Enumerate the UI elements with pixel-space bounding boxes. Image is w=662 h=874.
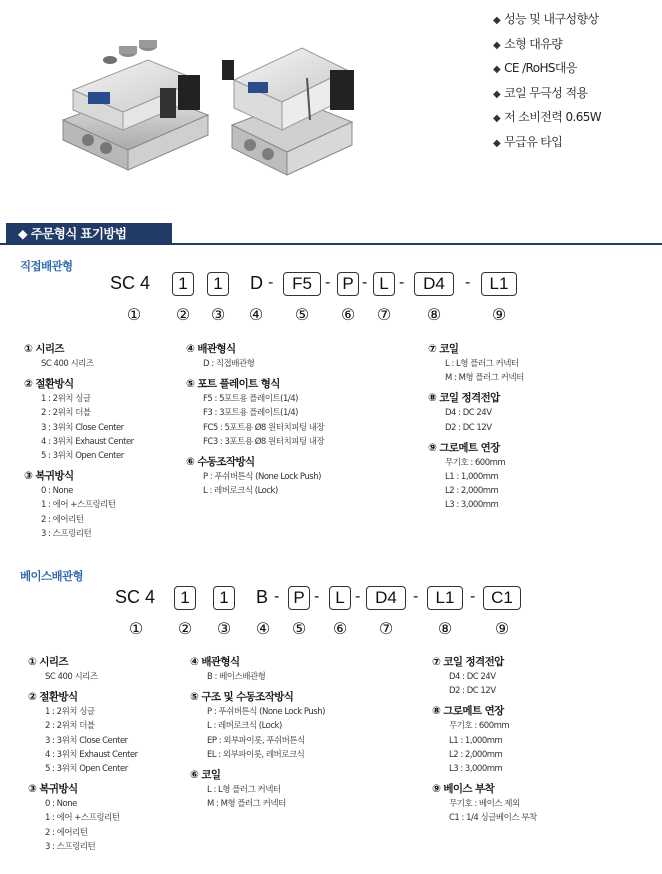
spec-group xyxy=(28,690,138,776)
code-dash: - xyxy=(413,588,419,605)
spec-item: P : 푸쉬버튼식 (None Lock Push) xyxy=(207,707,325,718)
spec-item: 3 : 3위치 Close Center xyxy=(45,735,128,746)
spec-item: D4 : DC 24V xyxy=(445,408,492,419)
spec-item: SC 400 시리즈 xyxy=(45,672,98,682)
section-header-bar xyxy=(0,223,662,245)
direct-number-marker: ⑨ xyxy=(491,305,507,324)
spec-group xyxy=(24,342,134,371)
spec-item: D2 : DC 12V xyxy=(445,422,492,433)
spec-item: D2 : DC 12V xyxy=(449,686,496,697)
base-code-box: 1 xyxy=(213,586,235,610)
spec-group xyxy=(428,441,524,513)
base-column-1 xyxy=(28,655,138,860)
spec-group xyxy=(432,782,537,825)
spec-item: 3 : 3위치 Close Center xyxy=(41,422,124,433)
spec-item: 2 : 에어리턴 xyxy=(45,827,88,838)
spec-item: L3 : 3,000mm xyxy=(445,500,499,511)
base-number-marker: ⑤ xyxy=(291,619,307,638)
spec-item: L : L형 플러그 커넥터 xyxy=(445,359,519,369)
direct-code-box: D4 xyxy=(414,272,454,296)
spec-item: SC 400 시리즈 xyxy=(41,359,94,369)
direct-number-marker: ④ xyxy=(248,305,264,324)
direct-code-letter: D xyxy=(250,273,263,293)
spec-item: 3 : 스프링리턴 xyxy=(45,841,96,852)
spec-heading: ④ 배관형식 xyxy=(186,343,236,355)
spec-item: 0 : None xyxy=(41,486,73,497)
direct-column-1 xyxy=(24,342,134,547)
diamond-bullet-icon: ◆ xyxy=(493,88,501,100)
feature-item: ◆ 소형 대유량 xyxy=(493,36,563,51)
spec-item: 2 : 2위치 더블 xyxy=(45,721,95,732)
spec-group xyxy=(28,655,138,684)
spec-item: 2 : 2위치 더블 xyxy=(41,408,91,419)
spec-item: FC5 : 5포트용 Ø8 원터치피팅 내장 xyxy=(203,422,325,433)
diamond-bullet-icon: ◆ xyxy=(493,113,501,124)
diamond-bullet-icon: ◆ xyxy=(493,39,501,51)
spec-heading: ⑤ 구조 및 수동조작방식 xyxy=(190,691,294,704)
direct-column-2 xyxy=(186,342,324,504)
direct-number-marker: ⑥ xyxy=(340,305,356,324)
spec-item: EP : 외부파이롯, 푸쉬버튼식 xyxy=(207,735,305,746)
base-number-marker: ⑧ xyxy=(437,619,453,638)
base-number-marker: ③ xyxy=(216,619,232,638)
direct-column-3 xyxy=(428,342,524,519)
spec-item: L3 : 3,000mm xyxy=(449,764,503,775)
spec-item: M : M형 플러그 커넥터 xyxy=(445,373,524,384)
section-header-title: ◆ 주문형식 표기방법 xyxy=(6,223,172,245)
spec-group xyxy=(24,469,134,541)
base-number-marker: ⑥ xyxy=(332,619,348,638)
spec-group xyxy=(186,342,324,371)
spec-heading: ③ 복귀방식 xyxy=(28,783,78,796)
diamond-bullet-icon: ◆ xyxy=(493,137,501,149)
spec-item: C1 : 1/4 싱글베이스 부착 xyxy=(449,813,537,824)
direct-code-prefix: SC 4 xyxy=(110,273,151,293)
spec-item: P : 푸쉬버튼식 (None Lock Push) xyxy=(203,472,321,483)
spec-item: 1 : 2위치 싱글 xyxy=(41,394,91,405)
spec-group xyxy=(428,391,524,434)
spec-heading: ② 절환방식 xyxy=(28,691,78,704)
base-code-box: L1 xyxy=(427,586,463,610)
spec-group xyxy=(190,655,325,684)
spec-item: 2 : 에어리턴 xyxy=(41,514,84,525)
spec-heading: ⑥ 수동조작방식 xyxy=(186,456,255,469)
base-number-marker: ④ xyxy=(255,619,271,638)
spec-heading: ① 시리즈 xyxy=(28,656,68,668)
spec-heading: ② 절환방식 xyxy=(24,378,74,391)
direct-number-marker: ③ xyxy=(210,305,226,324)
spec-heading: ⑨ 베이스 부착 xyxy=(432,783,495,796)
code-dash: - xyxy=(274,588,280,605)
spec-heading: ① 시리즈 xyxy=(24,343,64,355)
spec-heading: ④ 배관형식 xyxy=(190,656,240,668)
spec-item: 무기호 : 600mm xyxy=(445,457,506,468)
spec-item: L1 : 1,000mm xyxy=(445,472,499,483)
spec-group xyxy=(186,377,324,449)
spec-item: FC3 : 3포트용 Ø8 원터치피팅 내장 xyxy=(203,436,325,447)
feature-item: ◆ 성능 및 내구성향상 xyxy=(493,12,599,26)
spec-heading: ⑤ 포트 플레이트 형식 xyxy=(186,378,280,391)
code-dash: - xyxy=(399,274,405,291)
spec-heading: ⑧ 코일 정격전압 xyxy=(428,392,500,405)
base-code-box: D4 xyxy=(366,586,406,610)
spec-item: 1 : 에어 +스프링리턴 xyxy=(45,813,120,824)
direct-number-marker: ⑦ xyxy=(376,305,392,324)
base-number-marker: ① xyxy=(128,619,144,638)
code-dash: - xyxy=(465,274,471,291)
feature-list xyxy=(493,8,658,155)
spec-group xyxy=(428,342,524,385)
spec-item: L : 레버로크식 (Lock) xyxy=(207,721,282,732)
direct-number-marker: ① xyxy=(126,305,142,324)
direct-code-box: P xyxy=(337,272,359,296)
base-code-letter: B xyxy=(256,587,269,607)
direct-code-box: 1 xyxy=(172,272,194,296)
spec-group xyxy=(190,690,325,762)
spec-item: 1 : 에어 +스프링리턴 xyxy=(41,500,116,511)
code-dash: - xyxy=(325,274,331,291)
base-code-box: P xyxy=(288,586,310,610)
spec-item: 4 : 3위치 Exhaust Center xyxy=(45,749,138,760)
spec-group xyxy=(432,655,537,698)
spec-item: 5 : 3위치 Open Center xyxy=(41,451,124,462)
base-section-title: 베이스배관형 xyxy=(20,569,84,583)
diamond-bullet-icon: ◆ xyxy=(493,15,501,26)
spec-item: 3 : 스프링리턴 xyxy=(41,528,92,539)
spec-heading: ⑦ 코일 xyxy=(428,343,459,355)
code-dash: - xyxy=(470,588,476,605)
diamond-bullet-icon: ◆ xyxy=(493,64,501,75)
spec-item: 0 : None xyxy=(45,799,77,810)
direct-number-marker: ② xyxy=(175,305,191,324)
product-photo-valve xyxy=(212,30,372,180)
spec-item: L : L형 플러그 커넥터 xyxy=(207,785,281,796)
spec-item: D : 직접배관형 xyxy=(203,359,255,369)
spec-heading: ⑨ 그로메트 연장 xyxy=(428,441,500,454)
direct-section-title: 직접배관형 xyxy=(20,259,73,273)
direct-number-marker: ⑤ xyxy=(294,305,310,324)
spec-item: 무기호 : 600mm xyxy=(449,721,510,732)
spec-heading: ⑥ 코일 xyxy=(190,769,221,782)
base-column-3 xyxy=(432,655,537,832)
spec-item: 4 : 3위치 Exhaust Center xyxy=(41,436,134,447)
feature-item: ◆ 저 소비전력 0.65W xyxy=(493,110,602,124)
spec-item: F3 : 3포트용 플레이트(1/4) xyxy=(203,408,298,419)
spec-item: L1 : 1,000mm xyxy=(449,735,503,746)
spec-item: M : M형 플러그 커넥터 xyxy=(207,799,286,810)
spec-group xyxy=(28,782,138,854)
spec-heading: ⑧ 그로메트 연장 xyxy=(432,705,504,718)
base-code-prefix: SC 4 xyxy=(115,587,156,607)
direct-code-box: L1 xyxy=(481,272,517,296)
spec-item: D4 : DC 24V xyxy=(449,672,496,682)
spec-item: EL : 외부파이롯, 레버로크식 xyxy=(207,749,305,760)
spec-group xyxy=(190,768,325,811)
spec-item: L2 : 2,000mm xyxy=(449,749,503,760)
spec-heading: ⑦ 코일 정격전압 xyxy=(432,656,504,668)
spec-group xyxy=(24,377,134,463)
direct-code-box: 1 xyxy=(207,272,229,296)
code-dash: - xyxy=(314,588,320,605)
base-column-2 xyxy=(190,655,325,817)
spec-heading: ③ 복귀방식 xyxy=(24,470,74,483)
base-code-box: C1 xyxy=(483,586,521,610)
product-photo-manifold xyxy=(48,30,218,180)
feature-item: ◆ CE /RoHS대응 xyxy=(493,61,577,75)
base-number-marker: ⑦ xyxy=(378,619,394,638)
code-dash: - xyxy=(355,588,361,605)
spec-item: F5 : 5포트용 플레이트(1/4) xyxy=(203,394,298,405)
spec-group xyxy=(432,704,537,776)
base-number-marker: ⑨ xyxy=(494,619,510,638)
direct-code-box: L xyxy=(373,272,395,296)
spec-item: 무기호 : 베이스 제외 xyxy=(449,799,520,810)
spec-item: B : 베이스배관형 xyxy=(207,672,266,682)
base-code-box: L xyxy=(329,586,351,610)
direct-code-box: F5 xyxy=(283,272,321,296)
feature-item: ◆ 코일 무극성 적용 xyxy=(493,85,588,100)
feature-item: ◆ 무급유 타입 xyxy=(493,134,563,149)
direct-number-marker: ⑧ xyxy=(426,305,442,324)
spec-item: L : 레버로크식 (Lock) xyxy=(203,486,278,497)
spec-group xyxy=(186,455,324,498)
spec-item: L2 : 2,000mm xyxy=(445,486,499,497)
base-code-box: 1 xyxy=(174,586,196,610)
base-number-marker: ② xyxy=(177,619,193,638)
spec-item: 1 : 2위치 싱글 xyxy=(45,707,95,718)
code-dash: - xyxy=(268,274,274,291)
spec-item: 5 : 3위치 Open Center xyxy=(45,764,128,775)
code-dash: - xyxy=(362,274,368,291)
